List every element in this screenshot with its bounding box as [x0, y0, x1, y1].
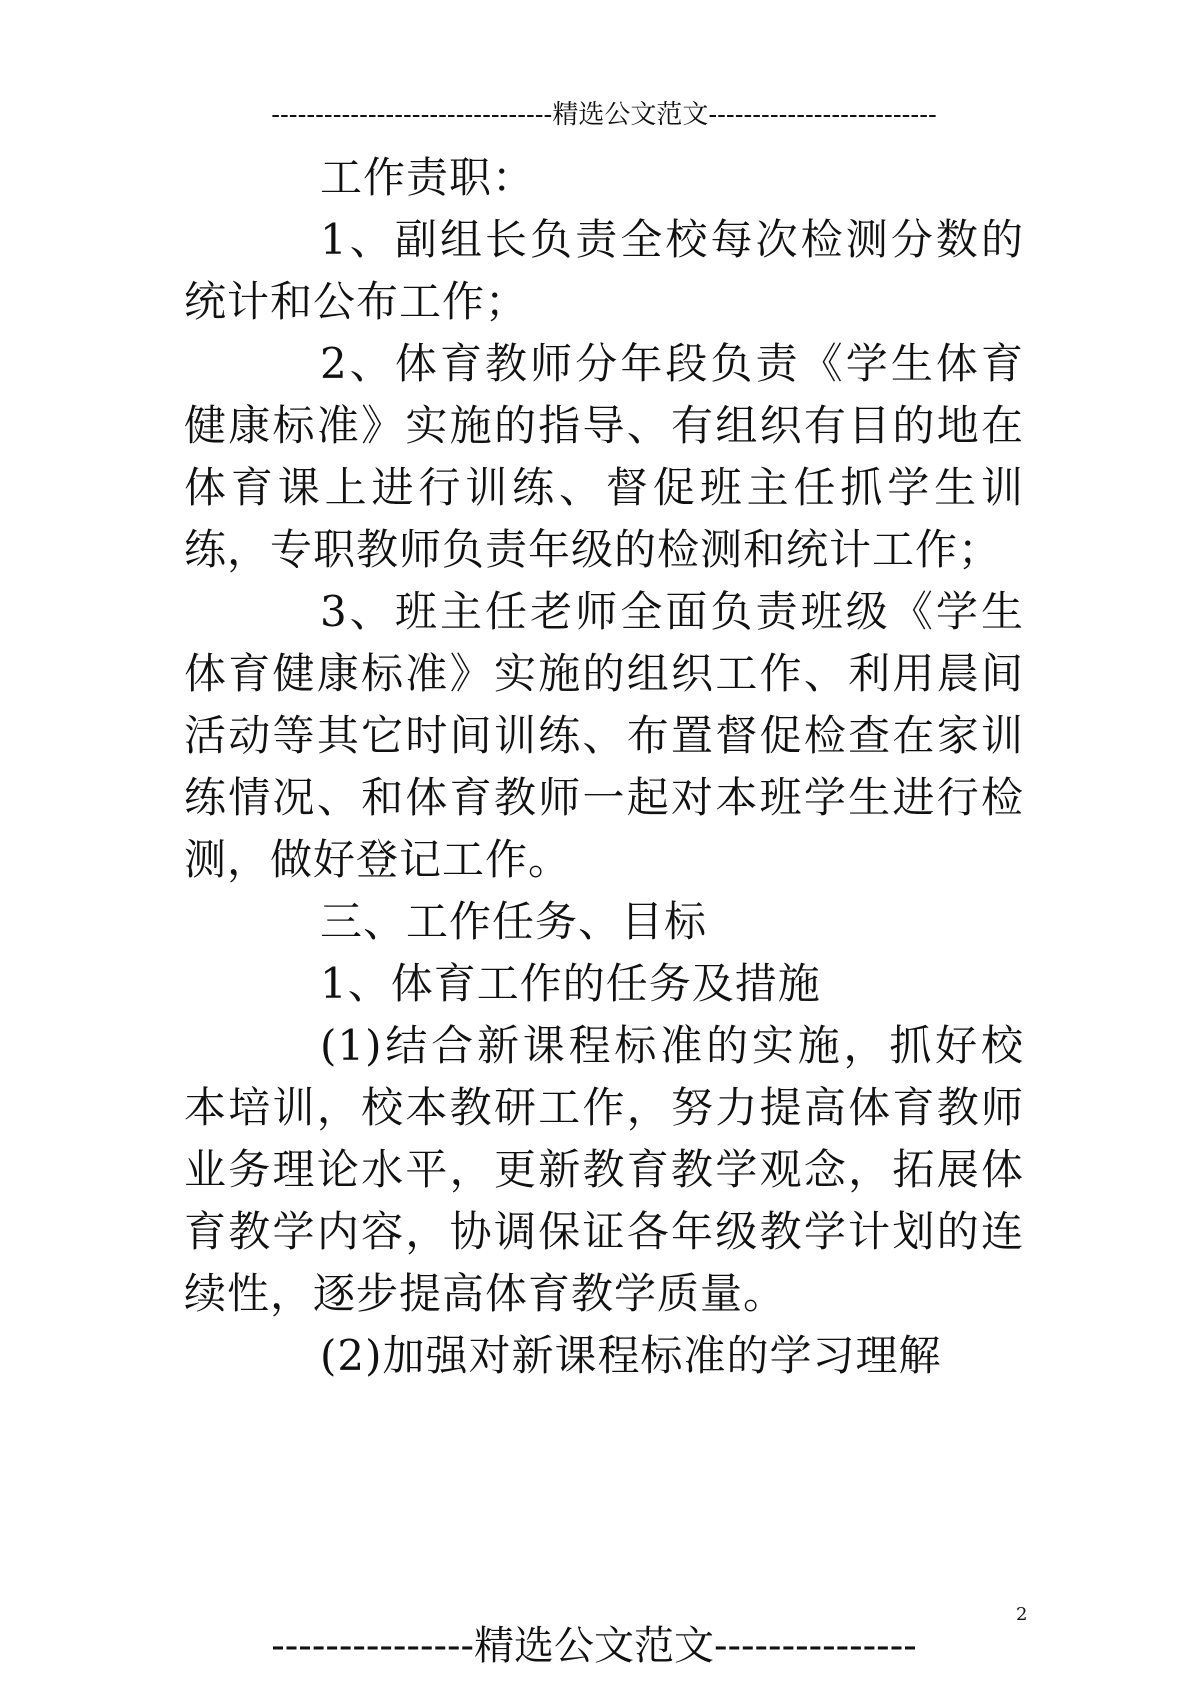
section-heading-tasks: 三、工作任务、目标	[320, 897, 708, 946]
page-footer: ---------------精选公文范文---------------	[271, 1622, 917, 1669]
page-number: 2	[1016, 1604, 1028, 1625]
paragraph-item-1: 1、副组长负责全校每次检测分数的统计和公布工作；	[184, 215, 1024, 326]
paragraph-heading-duties: 工作责职：	[320, 153, 536, 202]
paragraph-item-2: 2、体育教师分年段负责《学生体育健康标准》实施的指导、有组织有目的地在体育课上进行训练、督促班主任抓学生训练，专职教师负责年级的检测和统计工作；	[184, 339, 1024, 574]
page-header: --------------------------------精选公文范文--------------------------	[271, 99, 937, 130]
document-body	[184, 147, 1024, 1387]
paragraph-measure-2: (2)加强对新课程标准的学习理解	[320, 1331, 942, 1380]
subheading-pe-tasks: 1、体育工作的任务及措施	[320, 959, 821, 1008]
paragraph-measure-1: (1)结合新课程标准的实施，抓好校本培训，校本教研工作，努力提高体育教师业务理论水平，更新教育教学观念，拓展体育教学内容，协调保证各年级教学计划的连续性，逐步提高体育教学质量。	[184, 1021, 1024, 1318]
paragraph-item-3: 3、班主任老师全面负责班级《学生体育健康标准》实施的组织工作、利用晨间活动等其它时间训练、布置督促检查在家训练情况、和体育教师一起对本班学生进行检测，做好登记工作。	[184, 587, 1024, 884]
